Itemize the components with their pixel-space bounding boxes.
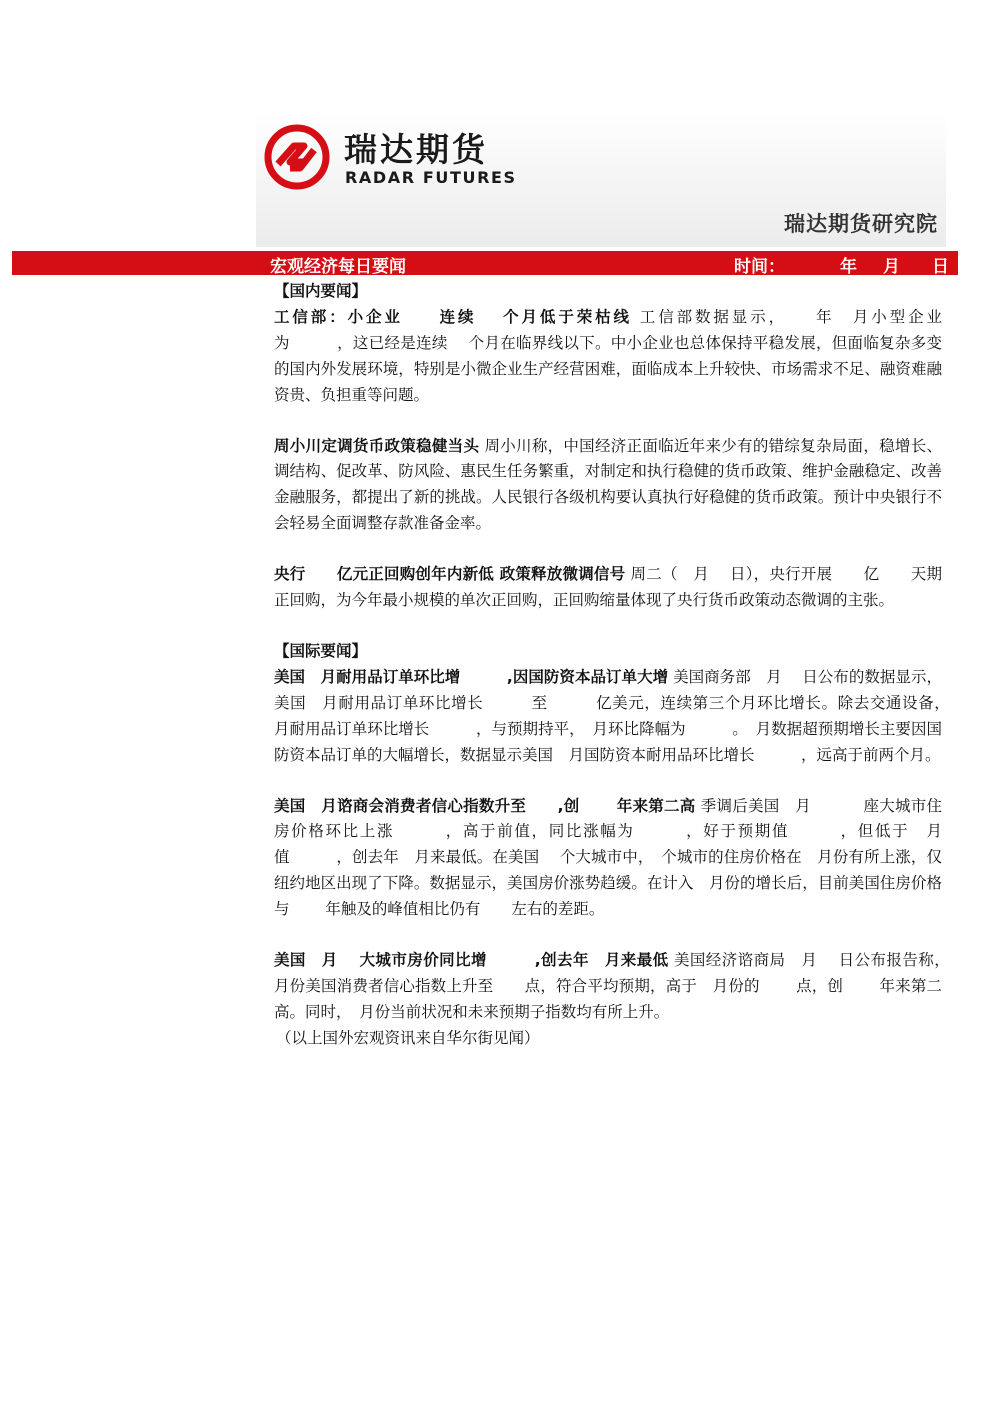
international-section-title: 【国际要闻】	[274, 641, 368, 660]
brand-name-cn: 瑞达期货	[344, 130, 488, 169]
news-headline: 美国 月谘商会消费者信心指数升至 ,创 年来第二高	[274, 796, 696, 815]
time-day: 日	[932, 257, 949, 277]
time-year: 年	[840, 257, 857, 277]
news-item	[274, 434, 942, 538]
news-body: 季调后美国 月 座大城市住房价格环比上涨 ，高于前值，同比涨幅为 ，好于预期值 ，但低于 月值 ，创去年 月来最低。在美国 个大城市中， 个城市的住房价格在 月份有所上涨，仅纽约地区出现了下降。数据显示，美国房价涨势趋缓。在计入 月份的增长后，目前美国住房价格与 年触及的峰值相比仍有 左右的差距。	[274, 796, 942, 919]
news-body: 美国商务部 月 日公布的数据显示，美国 月耐用品订单环比增长 至 亿美元，连续第三个月环比增长。除去交通设备， 月耐用品订单环比增长 ，与预期持平， 月环比降幅为 。 月数据超预期增长主要因国防资本品订单的大幅增长，数据显示美国 月国防资本耐用品环比增长 ，远高于前两个月。	[274, 667, 958, 764]
news-item	[274, 794, 942, 924]
news-headline: 周小川定调货币政策稳健当头	[274, 436, 480, 455]
news-body: 周小川称，中国经济正面临近年来少有的错综复杂局面，稳增长、调结构、促改革、防风险、惠民生任务繁重，对制定和执行稳健的货币政策、维护金融稳定、改善金融服务，都提出了新的挑战。人民银行各级机构要认真执行好稳健的货币政策。预计中央银行不会轻易全面调整存款准备金率。	[274, 436, 942, 533]
news-item	[274, 948, 958, 1026]
time-month: 月	[883, 257, 900, 277]
news-headline: 美国 月 大城市房价同比增 ,创去年 月来最低	[274, 951, 669, 970]
news-item	[274, 665, 958, 769]
news-body: 美国经济谘商局 月 日公布报告称， 月份美国消费者信心指数上升至 点，符合平均预期，高于 月份的 点，创 年来第二高。同时， 月份当前状况和未来预期子指数均有所上升。	[274, 951, 958, 1021]
time-label: 时间：	[734, 257, 785, 277]
institute-name: 瑞达期货研究院	[784, 211, 938, 236]
brand-logo	[262, 124, 532, 192]
news-item	[274, 305, 974, 409]
news-item	[274, 562, 942, 614]
news-body: 工信部数据显示， 年 月小型企业 为 ，这已经是连续 个月在临界线以下。中小企业也总体保持平稳发展，但面临复杂多变的国内外发展环境，特别是小微企业生产经营困难，面临成本上升较快、市场需求不足、融资难融资贵、负担重等问题。	[274, 307, 974, 404]
source-note: （以上国外宏观资讯来自华尔街见闻）	[276, 1028, 540, 1047]
news-headline: 美国 月耐用品订单环比增 ,因国防资本品订单大增	[274, 667, 669, 686]
brand-name-en: RADAR FUTURES	[345, 168, 517, 187]
radar-logo-icon	[264, 124, 330, 190]
news-content	[274, 279, 974, 1052]
title-bar	[12, 251, 958, 275]
report-title: 宏观经济每日要闻	[270, 257, 406, 277]
news-headline: 央行 亿元正回购创年内新低 政策释放微调信号	[274, 565, 626, 584]
domestic-section-title: 【国内要闻】	[274, 282, 368, 300]
news-headline: 工信部：小企业 连续 个月低于荣枯线	[274, 307, 632, 326]
news-body: 周二（ 月 日），央行开展 亿 天期正回购，为今年最小规模的单次正回购，正回购缩量体现了央行货币政策动态微调的主张。	[274, 565, 942, 610]
